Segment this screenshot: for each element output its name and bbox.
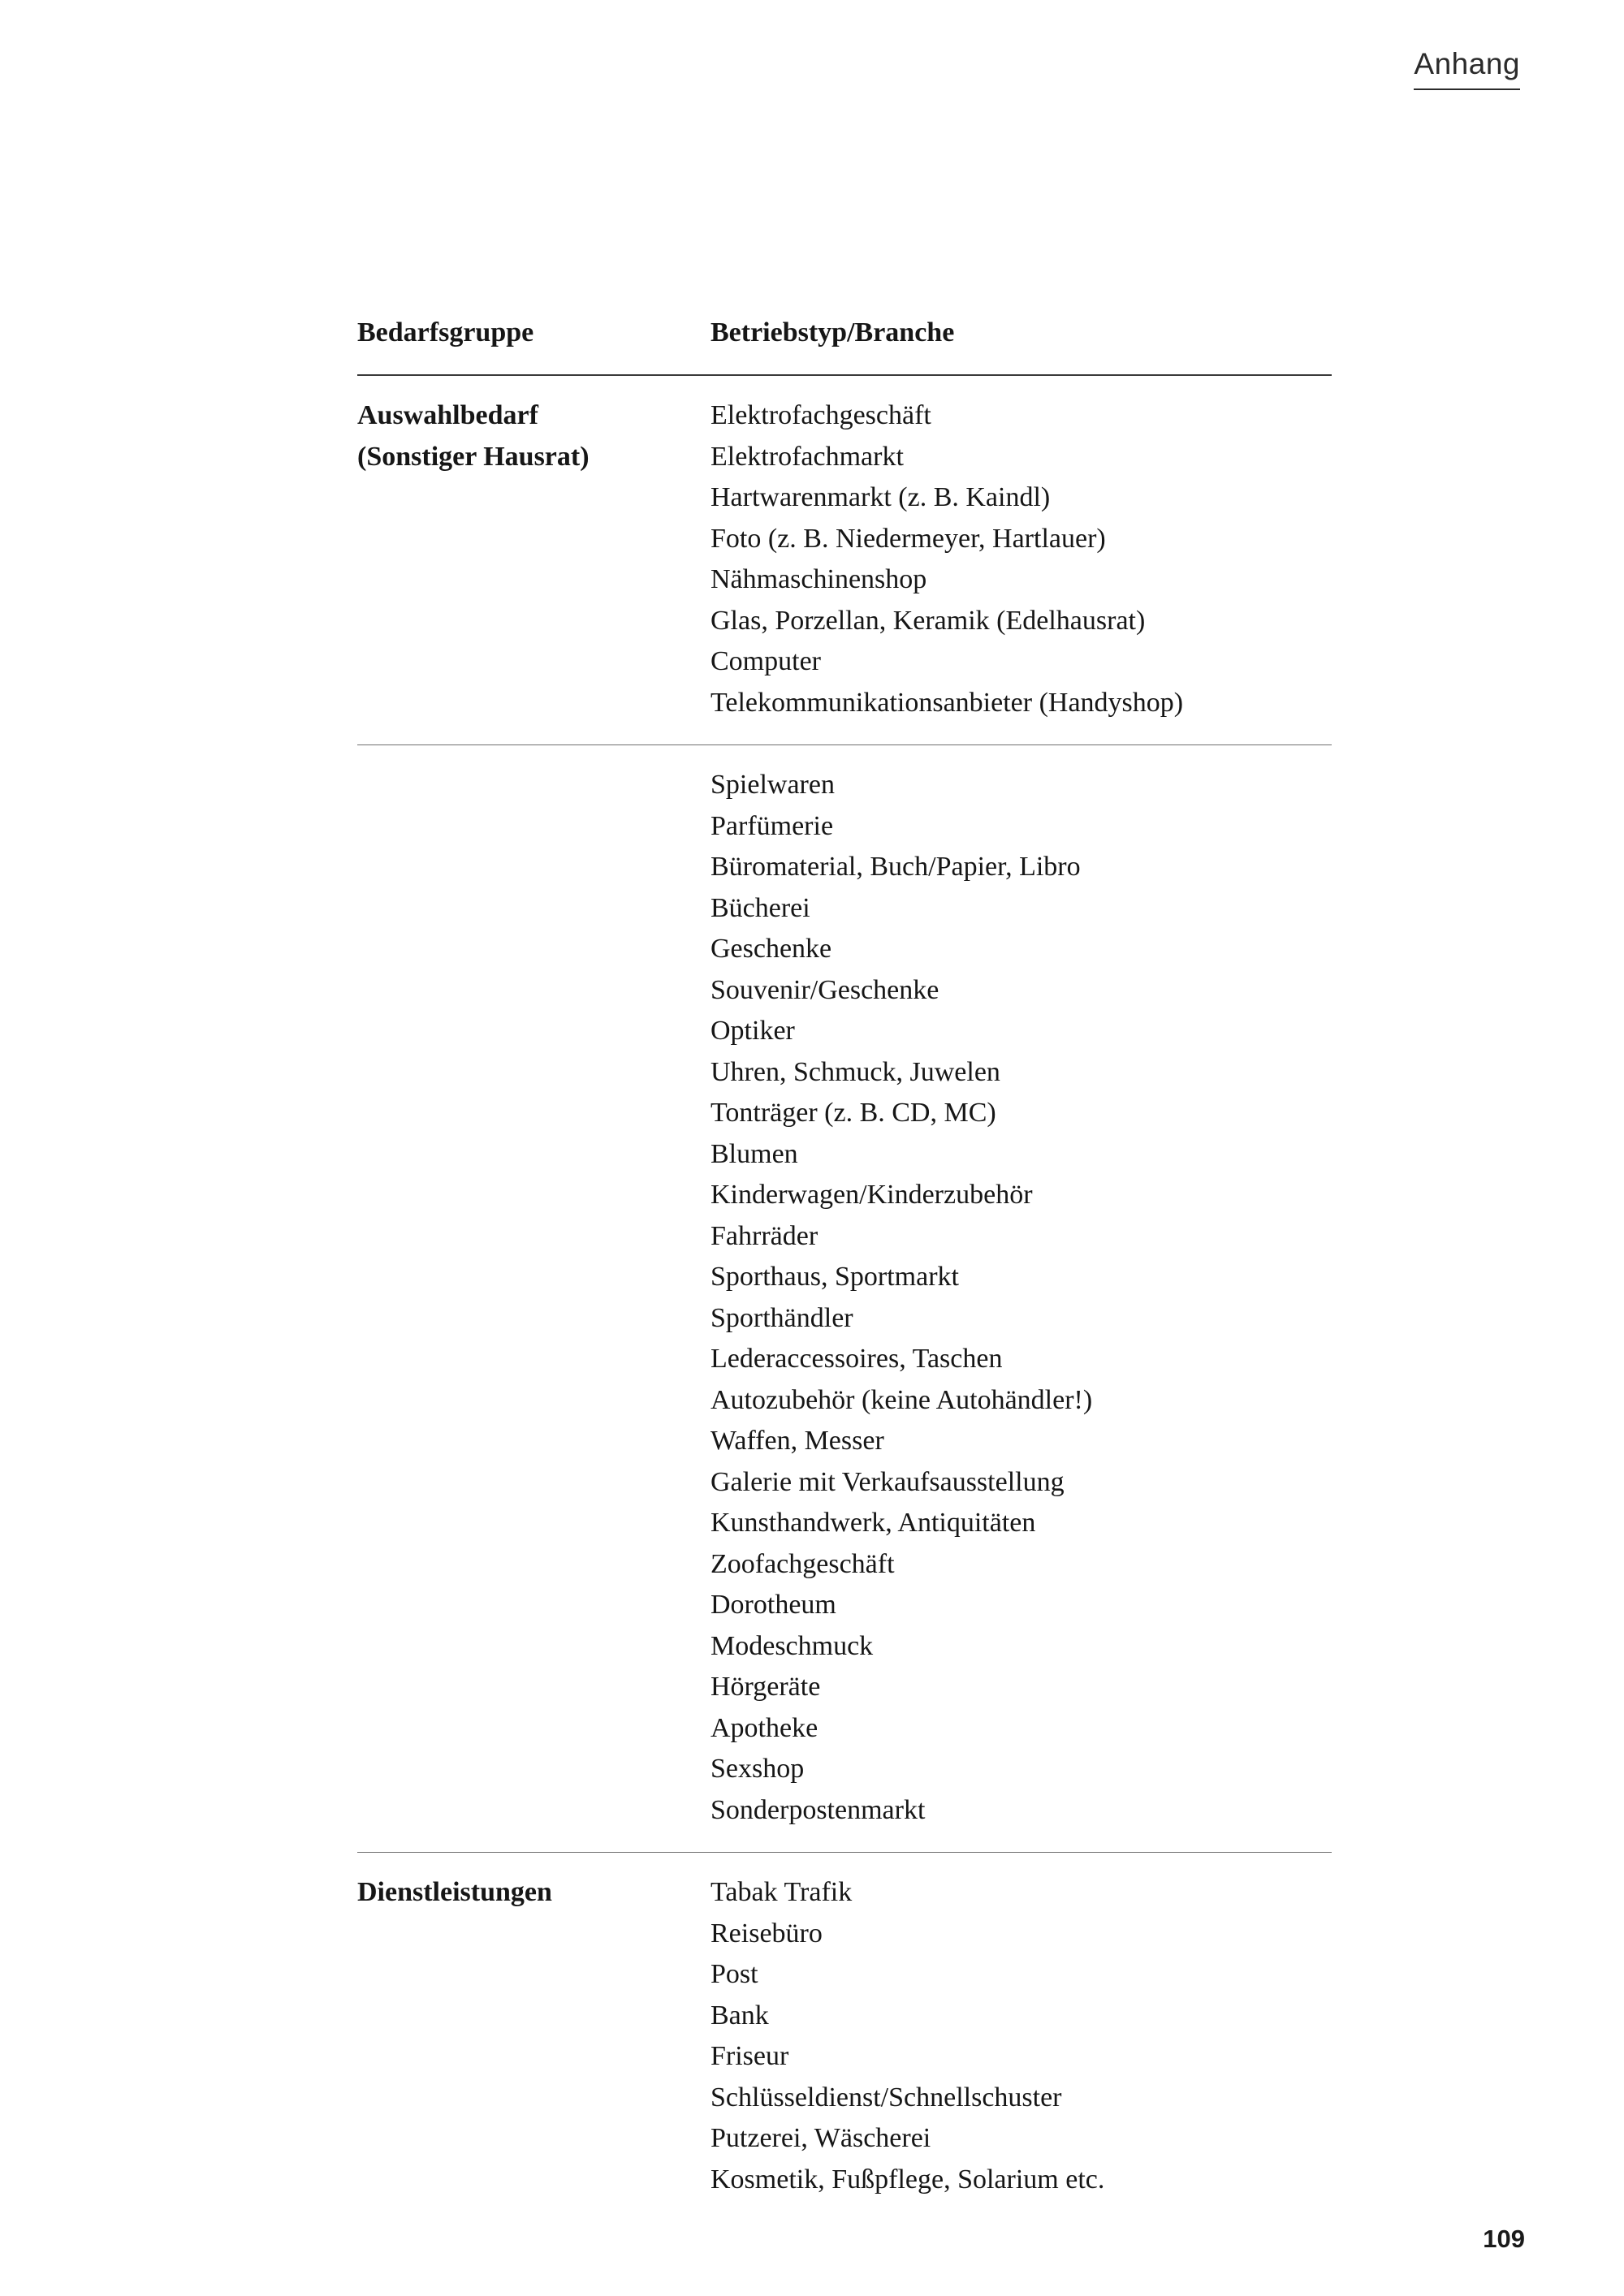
branch-item: Uhren, Schmuck, Juwelen <box>710 1056 1000 1087</box>
branch-item: Nähmaschinenshop <box>710 564 927 594</box>
group-label: Dienstleistungen <box>357 1877 552 1907</box>
branch-item: Tonträger (z. B. CD, MC) <box>710 1098 996 1128</box>
branch-list <box>710 395 1332 723</box>
branch-item: Kosmetik, Fußpflege, Solarium etc. <box>710 2164 1105 2195</box>
branch-item: Sexshop <box>710 1754 805 1784</box>
branch-item: Bücherei <box>710 892 810 923</box>
branch-item: Glas, Porzellan, Keramik (Edelhausrat) <box>710 605 1146 636</box>
branch-item: Lederaccessoires, Taschen <box>710 1344 1003 1374</box>
branch-item: Sonderpostenmarkt <box>710 1794 926 1825</box>
branch-item: Parfümerie <box>710 810 834 841</box>
table-group-row <box>357 1853 1332 2221</box>
branch-item: Reisebüro <box>710 1918 823 1949</box>
branch-item: Büromaterial, Buch/Papier, Libro <box>710 852 1081 882</box>
branch-item: Blumen <box>710 1138 798 1169</box>
branch-item: Elektrofachgeschäft <box>710 400 931 430</box>
group-label-cell <box>357 1872 710 2200</box>
branch-item: Optiker <box>710 1016 795 1046</box>
branch-item: Modeschmuck <box>710 1630 874 1661</box>
branch-item: Foto (z. B. Niedermeyer, Hartlauer) <box>710 523 1106 554</box>
page-number: 109 <box>1483 2225 1525 2253</box>
running-head <box>1414 47 1520 90</box>
branch-item: Fahrräder <box>710 1220 818 1251</box>
branch-list <box>710 765 1332 1831</box>
branch-item: Post <box>710 1959 758 1989</box>
branch-item: Schlüsseldienst/Schnellschuster <box>710 2082 1062 2113</box>
header-cell-bedarfsgruppe <box>357 313 710 353</box>
branch-item: Tabak Trafik <box>710 1877 853 1907</box>
section-header: Anhang <box>1414 47 1520 90</box>
group-label: (Sonstiger Hausrat) <box>357 441 590 472</box>
branch-item: Hörgeräte <box>710 1672 821 1702</box>
branch-item: Putzerei, Wäscherei <box>710 2123 931 2153</box>
branch-list <box>710 1872 1332 2200</box>
branch-item: Galerie mit Verkaufsausstellung <box>710 1466 1065 1497</box>
branch-item: Elektrofachmarkt <box>710 441 904 472</box>
branch-item: Telekommunikationsanbieter (Handyshop) <box>710 687 1184 718</box>
col-header-betriebstyp: Betriebstyp/Branche <box>710 317 955 347</box>
branch-item: Waffen, Messer <box>710 1426 884 1456</box>
needs-table <box>357 313 1332 2221</box>
branch-item: Zoofachgeschäft <box>710 1548 895 1579</box>
branch-item: Kunsthandwerk, Antiquitäten <box>710 1508 1036 1538</box>
branch-item: Hartwarenmarkt (z. B. Kaindl) <box>710 482 1051 512</box>
branch-item: Computer <box>710 646 821 676</box>
header-cell-betriebstyp <box>710 313 1332 353</box>
branch-item: Souvenir/Geschenke <box>710 974 939 1005</box>
col-header-bedarfsgruppe: Bedarfsgruppe <box>357 317 534 347</box>
branch-item: Sporthändler <box>710 1302 853 1333</box>
branch-item: Sporthaus, Sportmarkt <box>710 1262 959 1292</box>
branch-item: Dorotheum <box>710 1590 836 1620</box>
group-label-cell <box>357 395 710 723</box>
table-group-row <box>357 376 1332 745</box>
branch-item: Spielwaren <box>710 770 835 800</box>
branch-item: Bank <box>710 2000 769 2031</box>
table-body <box>357 376 1332 2221</box>
branch-item: Autozubehör (keine Autohändler!) <box>710 1384 1093 1415</box>
branch-item: Apotheke <box>710 1712 818 1743</box>
branch-item: Friseur <box>710 2041 789 2071</box>
branch-item: Kinderwagen/Kinderzubehör <box>710 1180 1033 1210</box>
branch-item: Geschenke <box>710 934 832 964</box>
group-label: Auswahlbedarf <box>357 400 538 430</box>
table-group-row <box>357 745 1332 1853</box>
group-label-cell <box>357 765 710 1831</box>
table-header-row <box>357 313 1332 376</box>
